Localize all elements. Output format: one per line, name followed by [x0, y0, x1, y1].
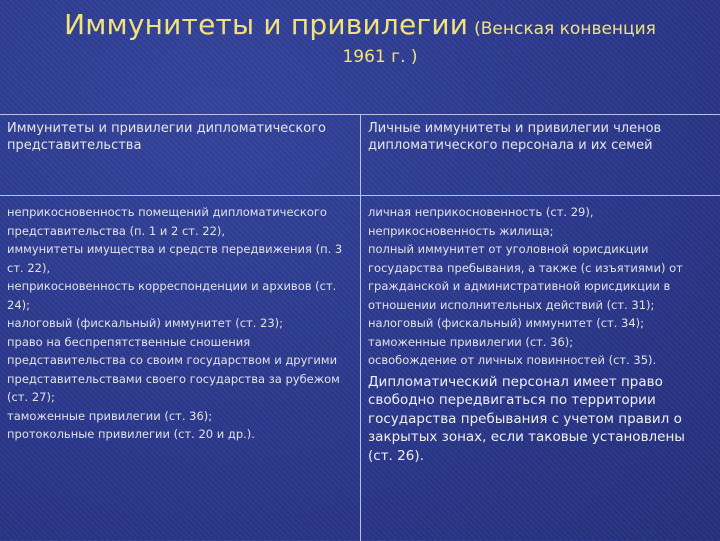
- title-year: 1961 г. ): [342, 47, 418, 67]
- title-main: Иммунитеты и привилегии: [64, 8, 469, 41]
- header-personal-immunities: Личные иммунитеты и привилегии членов дипломатического персонала и их семей: [368, 121, 662, 153]
- list-item: полный иммунитет от уголовной юрисдикции государства пребывания, а также (с изъятиями) от гражданской и административной юрисдикции в отношении исполнительных действий (ст. 31);: [368, 242, 683, 312]
- list-item: неприкосновенность корреспонденции и архивов (ст. 24);: [7, 279, 337, 312]
- list-item: освобождение от личных повинностей (ст. 35).: [368, 353, 657, 367]
- list-item: налоговый (фискальный) иммунитет (ст. 23);: [7, 316, 284, 330]
- movement-note: Дипломатический персонал имеет право свободно передвигаться по территории государства пребывания с учетом правил о закрытых зонах, если таковые установлены (ст. 26).: [368, 373, 685, 464]
- list-item: неприкосновенность помещений дипломатического представительства (п. 1 и 2 ст. 22),: [7, 205, 327, 238]
- column-divider: [360, 115, 361, 541]
- immunities-table: [0, 114, 720, 541]
- mission-immunities-list: [7, 203, 355, 444]
- list-item: личная неприкосновенность (ст. 29),: [368, 205, 594, 219]
- list-item: таможенные привилегии (ст. 36);: [368, 334, 574, 349]
- list-item: право на беспрепятственные сношения представительства со своим государством и другими представительствами своего государства за рубежом (ст. 27);: [7, 334, 340, 404]
- list-item: налоговый (фискальный) иммунитет (ст. 34);: [368, 316, 645, 330]
- header-mission-immunities: Иммунитеты и привилегии дипломатического представительства: [7, 121, 326, 153]
- personal-immunities-list: [368, 203, 713, 465]
- list-item: таможенные привилегии (ст. 36);: [7, 408, 213, 423]
- title-subtitle: (Венская конвенция: [474, 19, 656, 39]
- header-divider: [0, 195, 720, 196]
- list-item: неприкосновенность жилища;: [368, 223, 554, 238]
- slide-title: [0, 8, 720, 67]
- list-item: иммунитеты имущества и средств передвижения (п. 3 ст. 22),: [7, 242, 343, 275]
- list-item: протокольные привилегии (ст. 20 и др.).: [7, 427, 255, 441]
